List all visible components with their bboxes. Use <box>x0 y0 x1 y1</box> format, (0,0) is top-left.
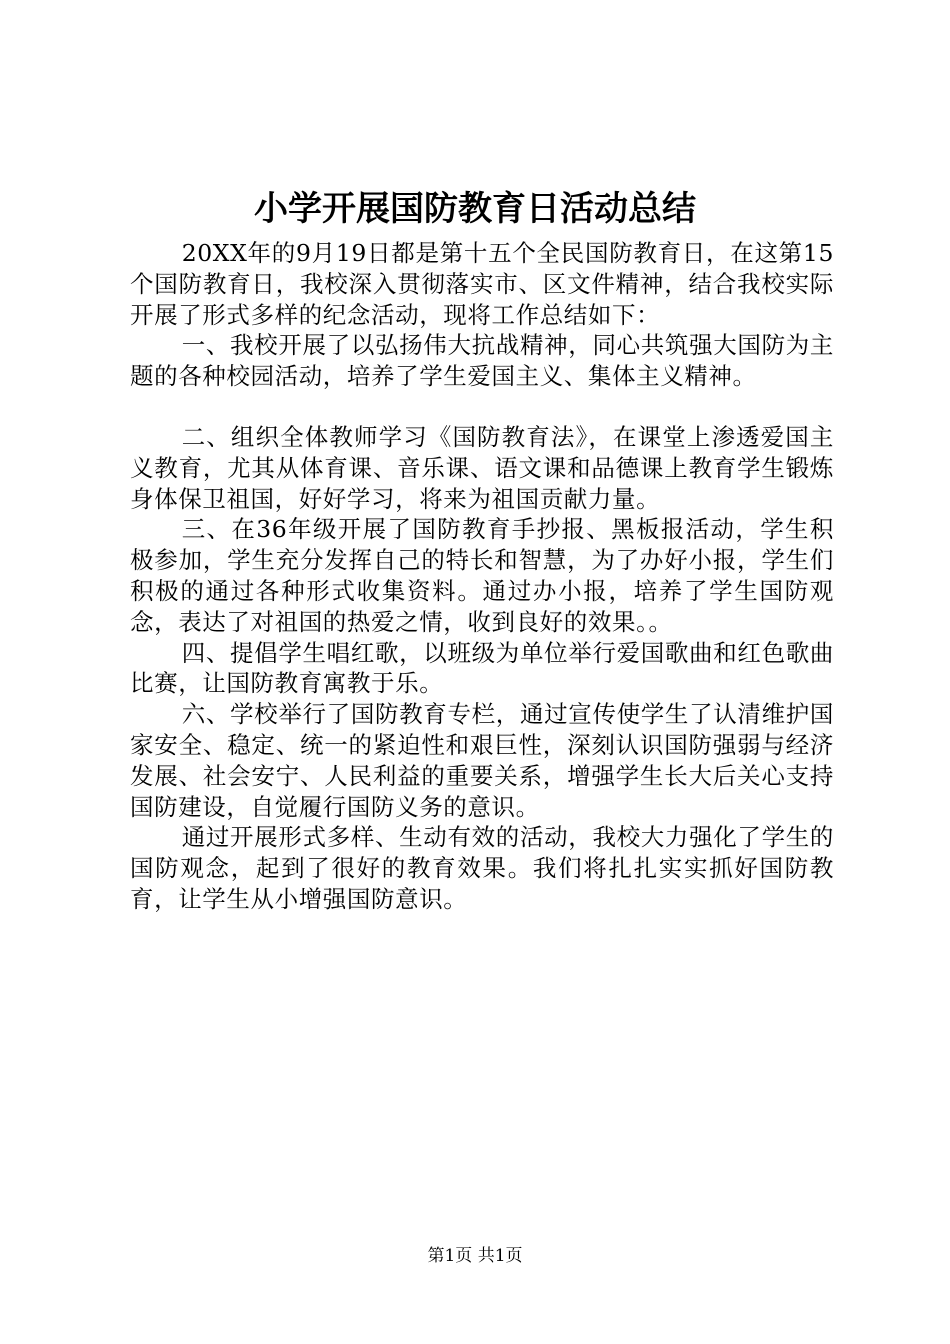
paragraph-item-3: 三、在36年级开展了国防教育手抄报、黑板报活动，学生积极参加，学生充分发挥自己的特长和智慧，为了办好小报，学生们积极的通过各种形式收集资料。通过办小报，培养了学生国防观念，表达了对祖国的热爱之情，收到良好的效果。。 <box>130 515 834 636</box>
paragraph-item-6: 六、学校举行了国防教育专栏，通过宣传使学生了认清维护国家安全、稳定、统一的紧迫性和艰巨性，深刻认识国防强弱与经济发展、社会安宁、人民利益的重要关系，增强学生长大后关心支持国防建设，自觉履行国防义务的意识。 <box>130 700 834 821</box>
paragraph-intro: 20XX年的9月19日都是第十五个全民国防教育日，在这第15个国防教育日，我校深入贯彻落实市、区文件精神，结合我校实际开展了形式多样的纪念活动，现将工作总结如下： <box>130 239 834 329</box>
paragraph-item-2: 二、组织全体教师学习《国防教育法》，在课堂上渗透爱国主义教育，尤其从体育课、音乐课、语文课和品德课上教育学生锻炼身体保卫祖国，好好学习，将来为祖国贡献力量。 <box>130 422 834 513</box>
document-body <box>130 238 834 915</box>
paragraph-conclusion: 通过开展形式多样、生动有效的活动，我校大力强化了学生的国防观念，起到了很好的教育效果。我们将扎扎实实抓好国防教育，让学生从小增强国防意识。 <box>130 823 834 913</box>
paragraph-item-4: 四、提倡学生唱红歌，以班级为单位举行爱国歌曲和红色歌曲比赛，让国防教育寓教于乐。 <box>130 638 834 698</box>
page-footer: 第1页 共1页 <box>427 1246 523 1266</box>
paragraph-item-1: 一、我校开展了以弘扬伟大抗战精神，同心共筑强大国防为主题的各种校园活动，培养了学生爱国主义、集体主义精神。 <box>130 331 834 391</box>
document-title: 小学开展国防教育日活动总结 <box>254 189 696 229</box>
